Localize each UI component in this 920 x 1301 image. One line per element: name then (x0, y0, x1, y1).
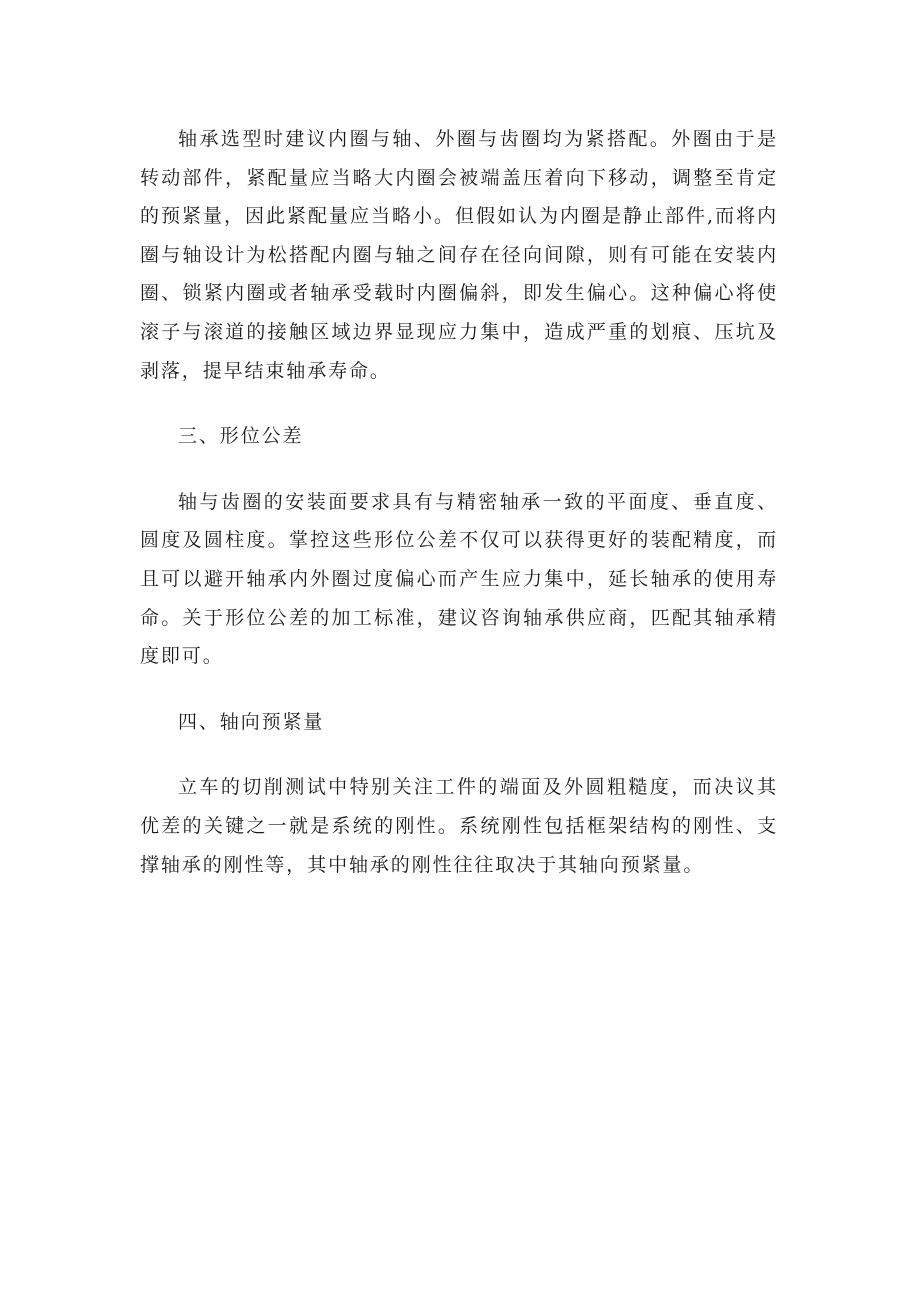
paragraph-bearing-fit: 轴承选型时建议内圈与轴、外圈与齿圈均为紧搭配。外圈由于是转动部件，紧配量应当略大内圈会被端盖压着向下移动，调整至肯定的预紧量，因此紧配量应当略小。但假如认为内圈是静止部件,而将内圈与轴设计为松搭配内圈与轴之间存在径向间隙，则有可能在安装内圈、锁紧内圈或者轴承受载时内圈偏斜，即发生偏心。这种偏心将使滚子与滚道的接触区域边界显现应力集中，造成严重的划痕、压坑及剥落，提早结束轴承寿命。 (140, 128, 778, 382)
paragraph-axial-preload: 立车的切削测试中特别关注工件的端面及外圆粗糙度，而决议其优差的关键之一就是系统的刚性。系统刚性包括框架结构的刚性、支撑轴承的刚性等，其中轴承的刚性往往取决于其轴向预紧量。 (140, 776, 778, 876)
paragraph-gap (140, 741, 778, 768)
section-heading-form-position-tolerance: 三、形位公差 (178, 425, 304, 448)
paragraph-gap (140, 390, 778, 417)
document-page (140, 120, 778, 884)
paragraph-form-tolerance: 轴与齿圈的安装面要求具有与精密轴承一致的平面度、垂直度、圆度及圆柱度。掌控这些形位公差不仅可以获得更好的装配精度，而且可以避开轴承内外圈过度偏心而产生应力集中，延长轴承的使用寿命。关于形位公差的加工标准，建议咨询轴承供应商，匹配其轴承精度即可。 (140, 490, 778, 668)
paragraph-gap (140, 676, 778, 703)
section-heading-axial-preload: 四、轴向预紧量 (178, 710, 325, 733)
paragraph-gap (140, 456, 778, 483)
